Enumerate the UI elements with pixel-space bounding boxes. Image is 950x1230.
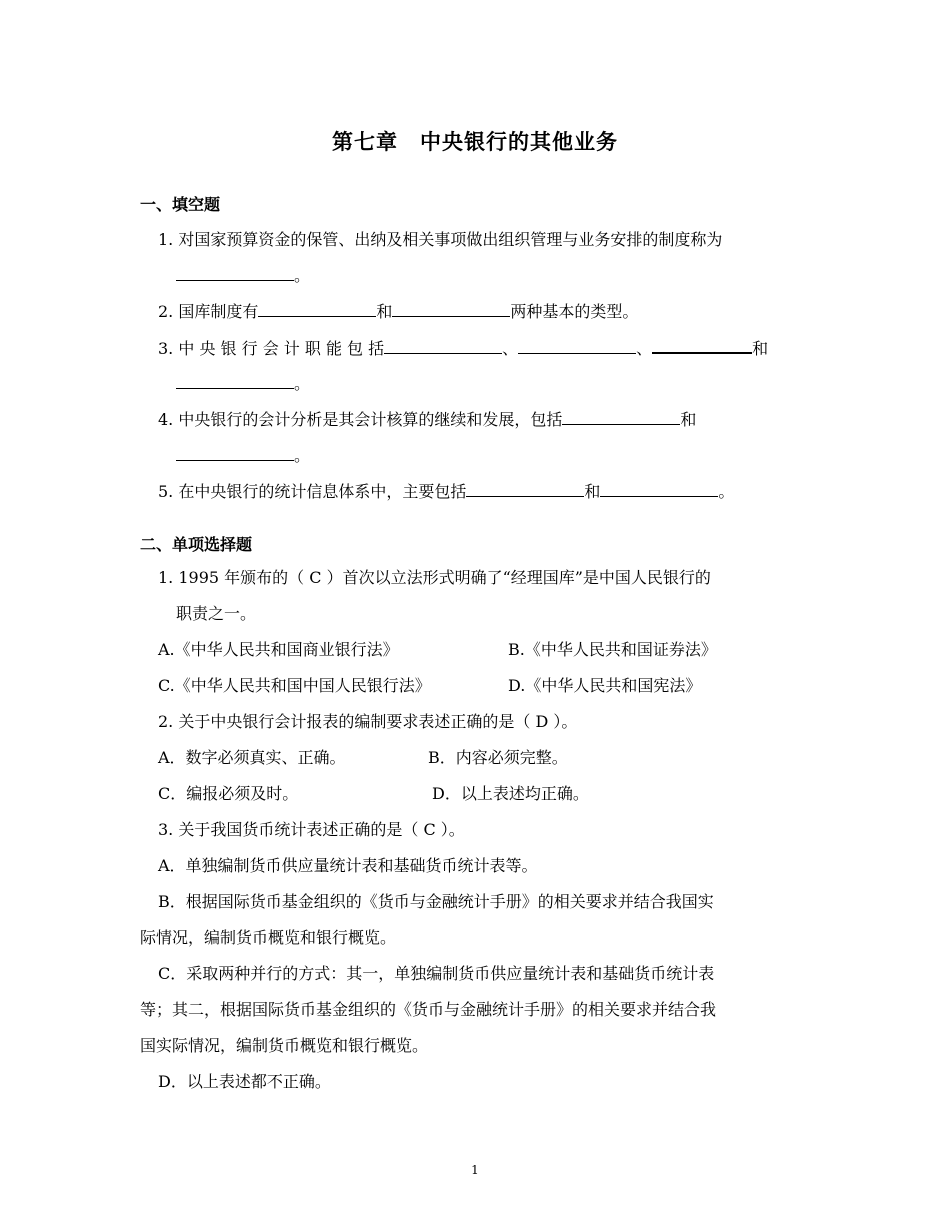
mc-option-3a: A．单独编制货币供应量统计表和基础货币统计表等。 [158, 856, 538, 875]
mc-option-2b: B．内容必须完整。 [428, 748, 568, 767]
mc-option-2d: D．以上表述均正确。 [432, 784, 589, 803]
answer-blank [176, 266, 294, 281]
fill-question-4: 4. 中央银行的会计分析是其会计核算的继续和发展，包括 和 [158, 410, 697, 429]
mc-question-1-cont: 职责之一。 [176, 604, 257, 623]
answer-blank [258, 302, 376, 317]
fill-question-4-blank-line: 。 [176, 446, 310, 466]
answer-blank [176, 446, 294, 461]
section-heading-fill: 一、填空题 [140, 195, 221, 214]
mc-option-2a: A．数字必须真实、正确。 [158, 748, 346, 767]
mc-option-3c: C．采取两种并行的方式：其一，单独编制货币供应量统计表和基础货币统计表 [158, 964, 715, 983]
fill-question-3: 3. 中 央 银 行 会 计 职 能 包 括 、 、 和 [158, 339, 769, 358]
fill-question-3-blank-line: 。 [176, 374, 310, 394]
fill-question-1: 1. 对国家预算资金的保管、出纳及相关事项做出组织管理与业务安排的制度称为 [158, 230, 723, 249]
page-title: 第七章 中央银行的其他业务 [332, 130, 618, 154]
mc-question-3: 3. 关于我国货币统计表述正确的是（ C ）。 [158, 820, 465, 839]
mc-option-2c: C．编报必须及时。 [158, 784, 299, 803]
answer-blank [600, 482, 718, 497]
mc-option-3b: B．根据国际货币基金组织的《货币与金融统计手册》的相关要求并结合我国实 [158, 892, 714, 911]
section-heading-single-choice: 二、单项选择题 [140, 535, 253, 554]
answer-blank [176, 374, 294, 389]
answer-blank [518, 339, 636, 354]
fill-question-5: 5. 在中央银行的统计信息体系中，主要包括 和 。 [158, 482, 735, 501]
mc-option-3c-cont-2: 国实际情况，编制货币概览和银行概览。 [140, 1036, 429, 1055]
mc-option-3c-cont-1: 等；其二，根据国际货币基金组织的《货币与金融统计手册》的相关要求并结合我 [140, 1000, 717, 1019]
fill-question-2: 2. 国库制度有 和 两种基本的类型。 [158, 302, 639, 321]
answer-blank [466, 482, 584, 497]
mc-option-1d: D.《中华人民共和国宪法》 [508, 676, 702, 695]
mc-question-2: 2. 关于中央银行会计报表的编制要求表述正确的是（ D ）。 [158, 712, 578, 731]
answer-blank [392, 302, 510, 317]
mc-option-1c: C.《中华人民共和国中国人民银行法》 [158, 676, 431, 695]
page-number: 1 [471, 1163, 479, 1177]
mc-option-3b-cont: 际情况，编制货币概览和银行概览。 [140, 928, 397, 947]
answer-blank [384, 339, 502, 354]
mc-option-1a: A.《中华人民共和国商业银行法》 [158, 640, 399, 659]
fill-question-1-blank-line: 。 [176, 266, 310, 286]
answer-blank [562, 410, 680, 425]
answer-blank [652, 338, 752, 354]
mc-option-1b: B.《中华人民共和国证券法》 [508, 640, 717, 659]
mc-option-3d: D．以上表述都不正确。 [158, 1072, 331, 1091]
mc-question-1: 1. 1995 年颁布的（ C ）首次以立法形式明确了“经理国库”是中国人民银行的 [158, 568, 711, 587]
